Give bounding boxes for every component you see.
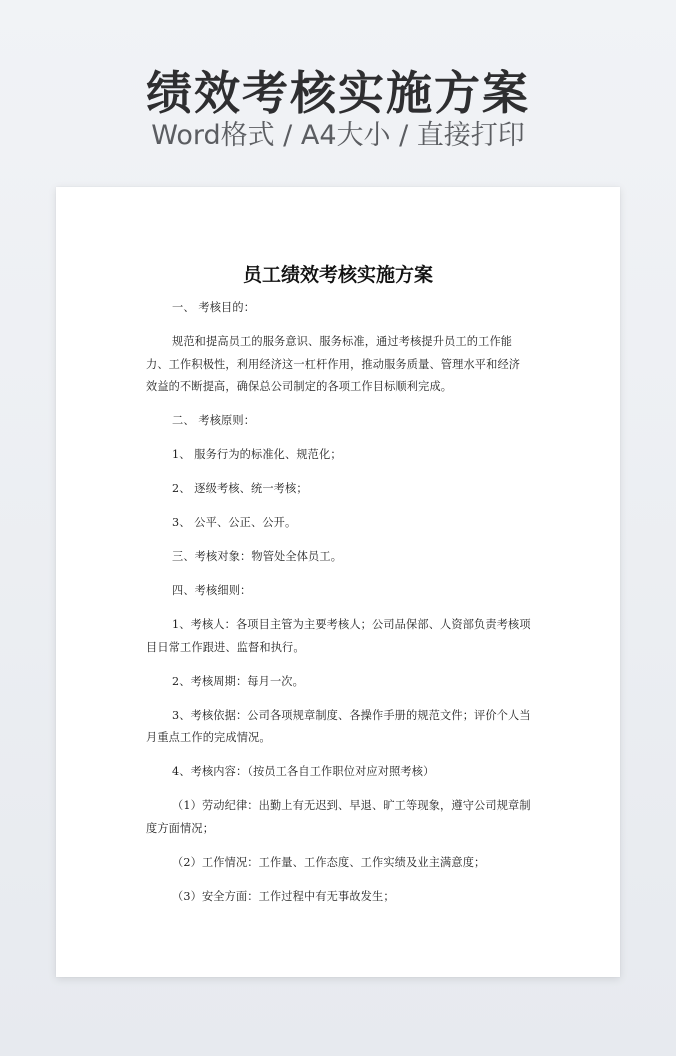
content-item-discipline: （1）劳动纪律：出勤上有无迟到、早退、旷工等现象，遵守公司规章制度方面情况； <box>146 799 531 835</box>
section-heading-target: 三、考核对象：物管处全体员工。 <box>172 550 343 563</box>
rule-item-cycle: 2、考核周期：每月一次。 <box>172 674 304 688</box>
document-title: 员工绩效考核实施方案 <box>242 264 433 286</box>
purpose-paragraph: 规范和提高员工的服务意识、服务标准，通过考核提升员工的工作能力、工作积极性，利用经济这一杠杆作用，推动服务质量、管理水平和经济效益的不断提高，确保总公司制定的各项工作目标顺利完成。 <box>146 335 521 393</box>
principle-item-1: 1、 服务行为的标准化、规范化； <box>172 448 342 461</box>
rule-item-assessor: 1、考核人：各项目主管为主要考核人；公司品保部、人资部负责考核项目日常工作跟进、监督和执行。 <box>146 618 531 654</box>
document-body <box>146 297 531 920</box>
section-heading-principles: 二、 考核原则： <box>172 414 256 427</box>
section-heading-purpose: 一、 考核目的： <box>172 301 256 314</box>
rule-item-content: 4、考核内容：（按员工各自工作职位对应对照考核） <box>172 765 435 778</box>
document-page <box>56 187 620 977</box>
banner-title: 绩效考核实施方案 <box>146 66 530 120</box>
principle-item-3: 3、 公平、公正、公开。 <box>172 516 297 529</box>
section-heading-rules: 四、考核细则： <box>172 584 252 597</box>
principle-item-2: 2、 逐级考核、统一考核； <box>172 482 308 495</box>
content-item-work: （2）工作情况：工作量、工作态度、工作实绩及业主满意度； <box>172 855 486 869</box>
banner-subtitle: Word格式 / A4大小 / 直接打印 <box>151 120 525 151</box>
content-item-safety: （3）安全方面：工作过程中有无事故发生； <box>172 889 395 903</box>
rule-item-basis: 3、考核依据：公司各项规章制度、各操作手册的规范文件；评价个人当月重点工作的完成情况。 <box>146 708 531 744</box>
